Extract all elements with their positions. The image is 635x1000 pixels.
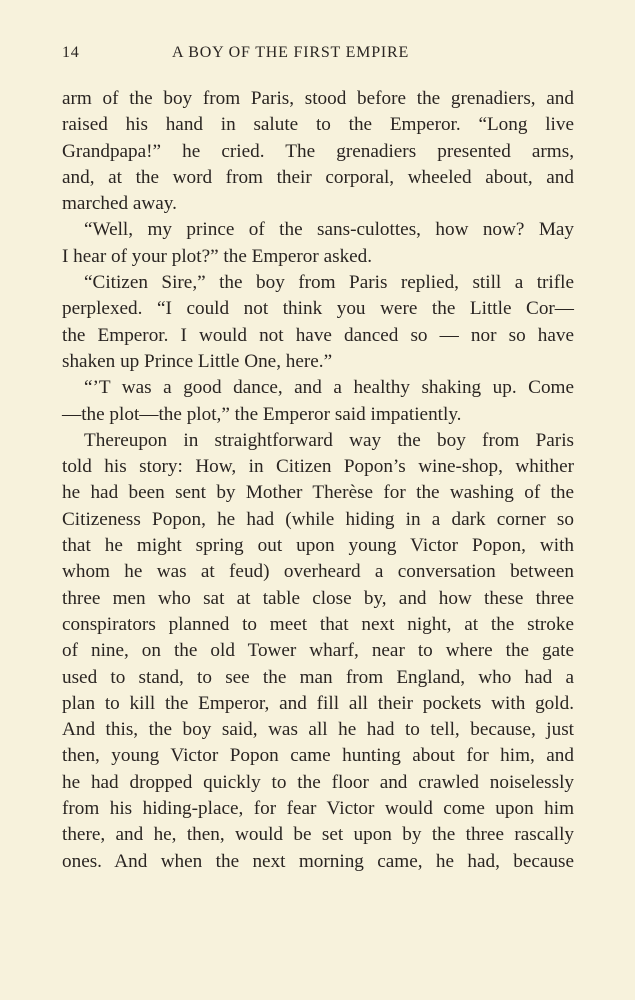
text-line: perplexed. “I could not think you were the Little Cor—	[62, 298, 574, 320]
text-line: conspirators planned to meet that next night, at the stroke	[62, 613, 574, 635]
text-line: arm of the boy from Paris, stood before the grenadiers, and	[62, 88, 574, 109]
text-line: three men who sat at table close by, and how these three	[62, 587, 574, 609]
text-line: the Emperor. I would not have danced so — nor so have	[62, 324, 574, 346]
book-title: A BOY OF THE FIRST EMPIRE	[172, 44, 410, 61]
text-line: he had been sent by Mother Therèse for the washing of the	[62, 482, 574, 504]
text-line: And this, the boy said, was all he had to tell, because, just	[62, 719, 574, 741]
text-line: used to stand, to see the man from England, who had a	[62, 666, 574, 688]
text-line: shaken up Prince Little One, here.”	[62, 350, 333, 372]
text-line: then, young Victor Popon came hunting about for him, and	[62, 745, 574, 767]
text-line: “’T was a good dance, and a healthy shaking up. Come	[84, 377, 574, 399]
text-line: I hear of your plot?” the Emperor asked.	[62, 245, 373, 267]
text-line: Thereupon in straightforward way the boy from Paris	[84, 429, 574, 451]
body-text	[62, 86, 574, 875]
running-head	[62, 44, 574, 68]
text-line: plan to kill the Emperor, and fill all their pockets with gold.	[62, 692, 574, 714]
text-line: —the plot—the plot,” the Emperor said impatiently.	[62, 403, 462, 425]
text-line: Citizeness Popon, he had (while hiding in a dark corner so	[62, 508, 574, 530]
text-line: Grandpapa!” he cried. The grenadiers presented arms,	[62, 140, 574, 162]
text-line: and, at the word from their corporal, wheeled about, and	[62, 166, 574, 188]
text-line: he had dropped quickly to the floor and crawled noiselessly	[62, 771, 574, 793]
text-line: whom he was at feud) overheard a conversation between	[62, 561, 574, 583]
text-line: there, and he, then, would be set upon by the three rascally	[62, 824, 574, 846]
text-line: from his hiding-place, for fear Victor would come upon him	[62, 798, 574, 820]
text-line: “Citizen Sire,” the boy from Paris replied, still a trifle	[84, 272, 574, 294]
text-line: ones. And when the next morning came, he had, because	[62, 850, 574, 872]
text-line: “Well, my prince of the sans-culottes, how now? May	[84, 219, 574, 241]
page-number: 14	[62, 44, 80, 61]
text-line: raised his hand in salute to the Emperor. “Long live	[62, 114, 574, 136]
text-line: marched away.	[62, 193, 177, 215]
text-line: told his story: How, in Citizen Popon’s wine-shop, whither	[62, 456, 574, 478]
text-line: that he might spring out upon young Victor Popon, with	[62, 535, 574, 557]
text-line: of nine, on the old Tower wharf, near to where the gate	[62, 640, 574, 662]
